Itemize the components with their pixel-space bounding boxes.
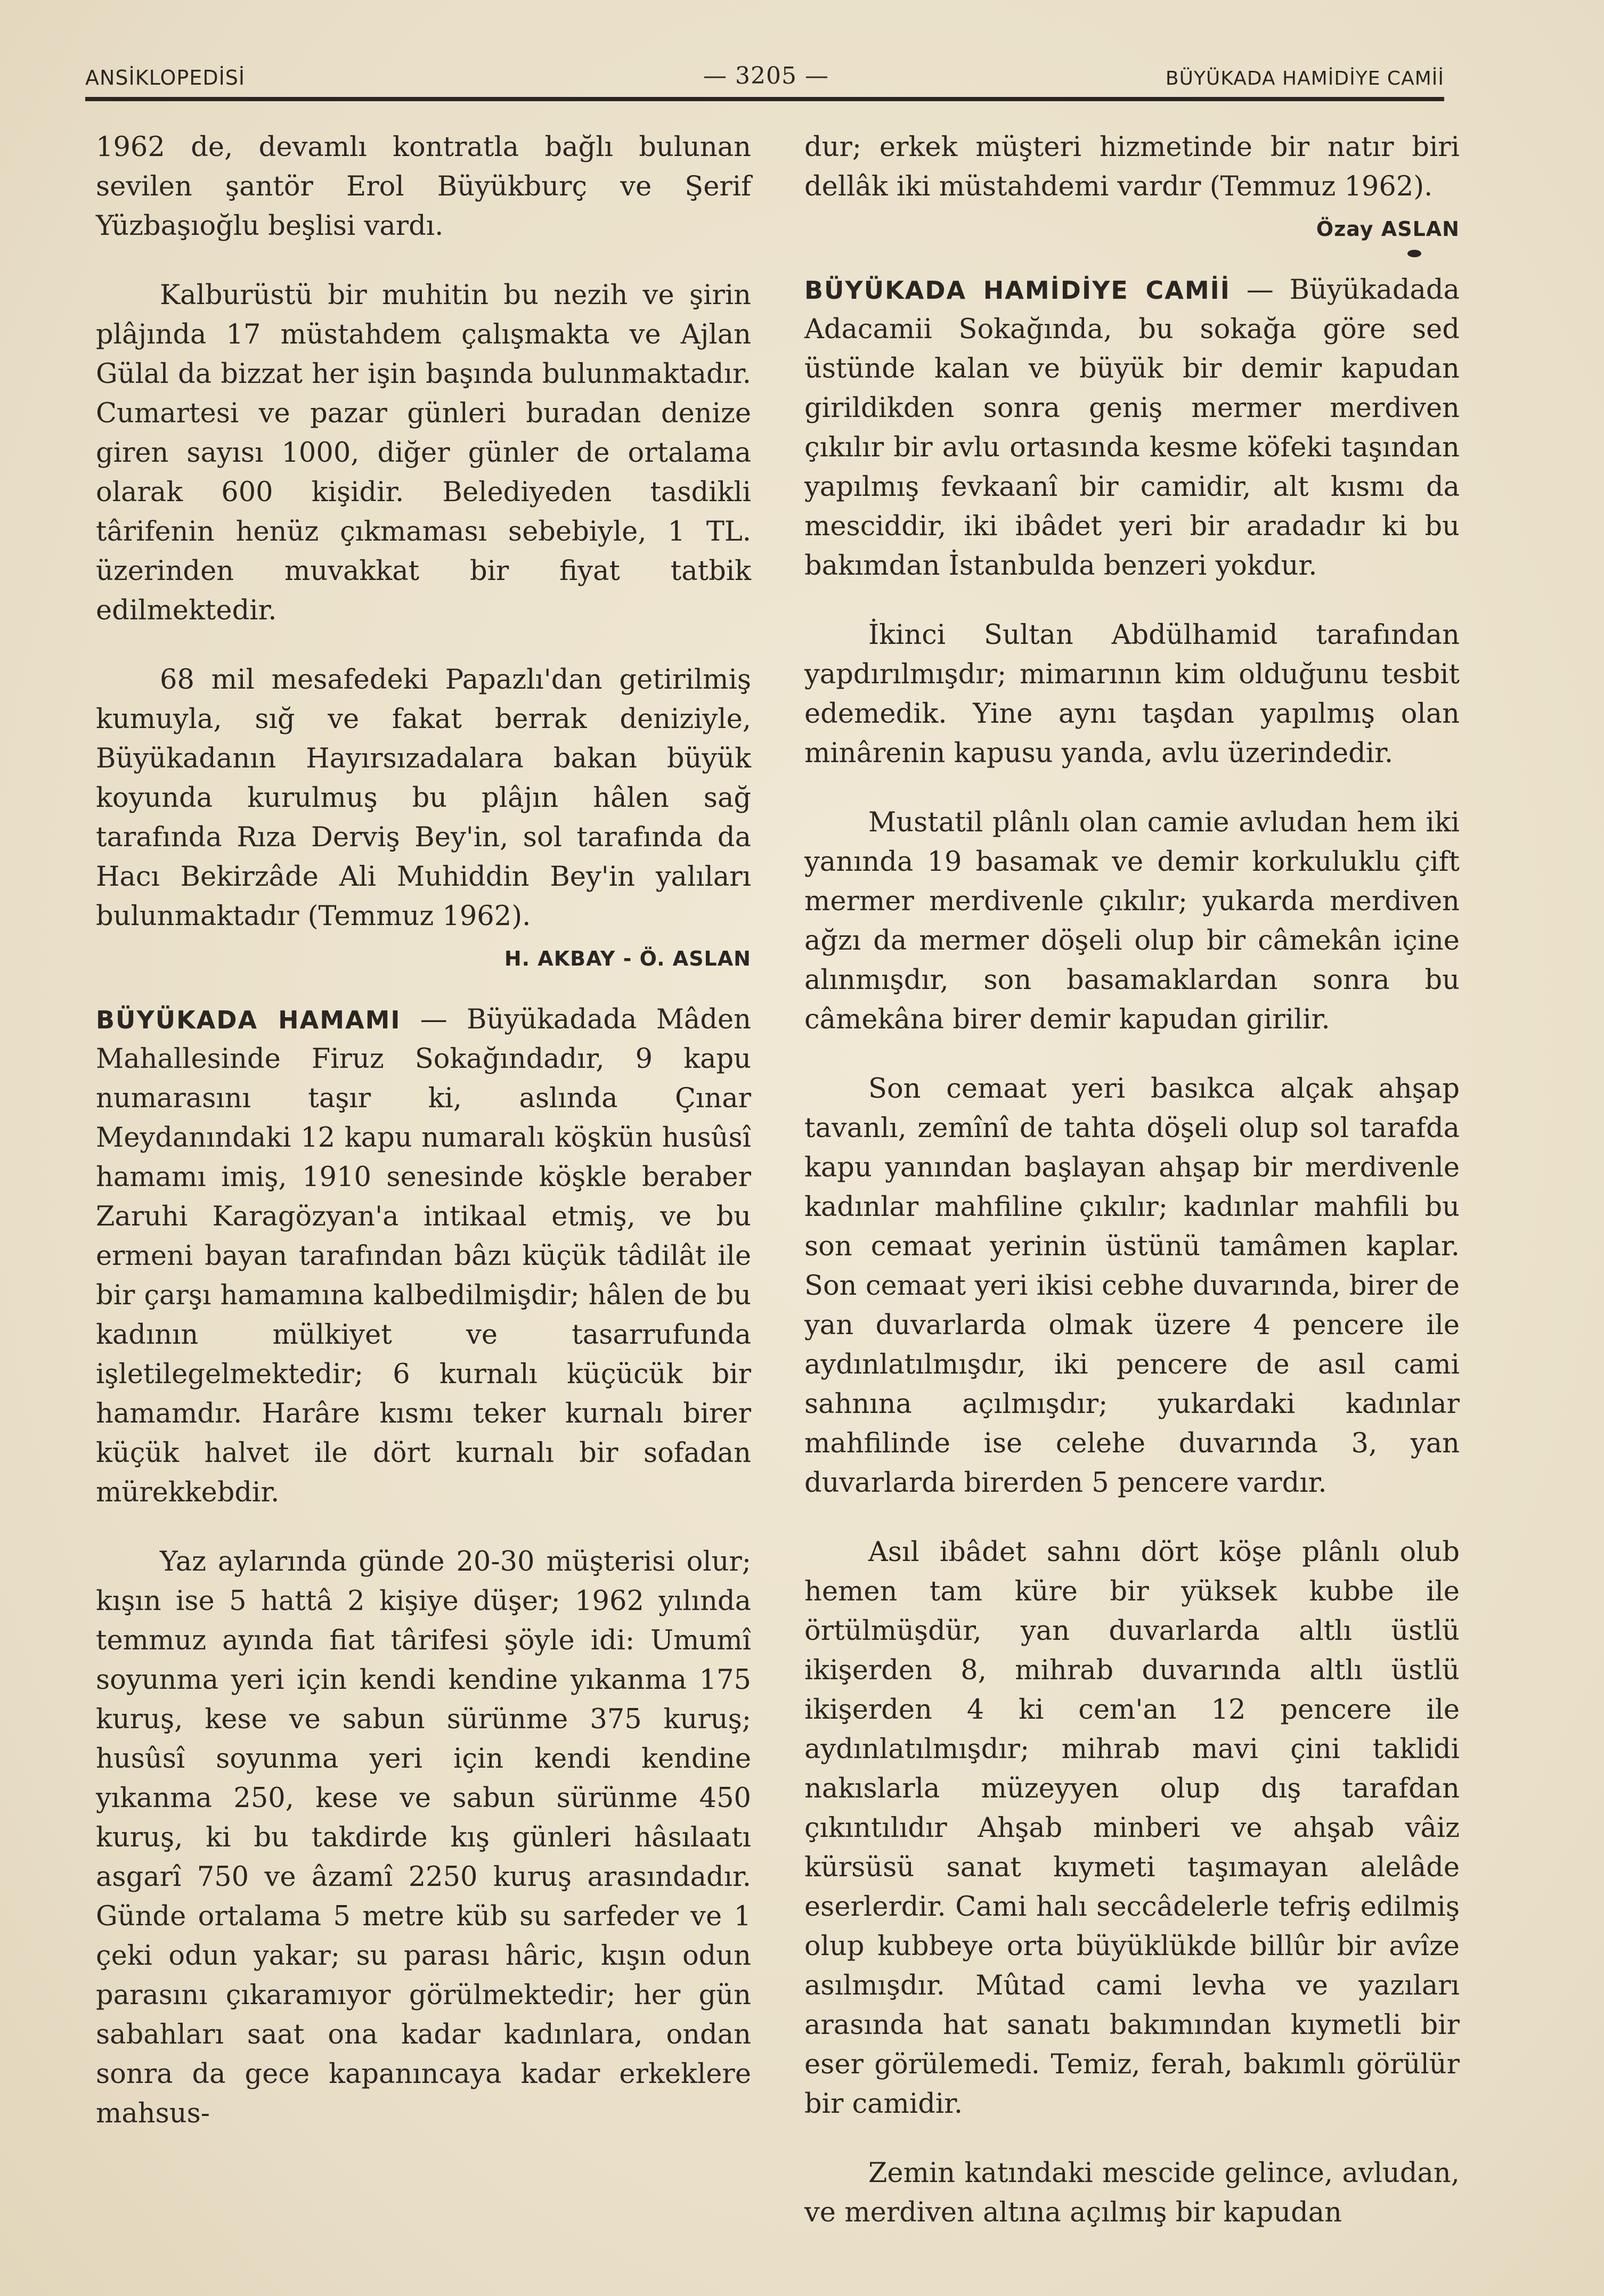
running-head-left: ANSİKLOPEDİSİ bbox=[85, 66, 246, 89]
right-column bbox=[804, 128, 1460, 2262]
author-signature: Özay ASLAN bbox=[1316, 217, 1460, 241]
paragraph: 68 mil mesafedeki Papazlı'dan getirilmiş kumuyla, sığ ve fakat berrak deniziyle, Büyükadanın Hayırsızadalara bakan büyük koyunda kurulmuş bu plâjın hâlen sağ tarafında Rıza Derviş Bey'in, sol tarafında da Hacı Bekirzâde Ali Muhiddin Bey'in yalıları bulunmaktadır (Temmuz 1962). bbox=[96, 664, 751, 932]
paragraph: Yaz aylarında günde 20-30 müşterisi olur; kışın ise 5 hattâ 2 kişiye düşer; 1962 yılında temmuz ayında fiat târifesi şöyle idi: Umumî soyunma yeri için kendi kendine yıkanma 175 kuruş, kese ve sabun sürünme 375 kuruş; husûsî soyunma yeri için kendi kendine yıkanma 250, kese ve sabun sürünme 450 kuruş, ki bu takdirde kış günleri hâsılaatı asgarî 750 ve âzamî 2250 kuruş arasındadır. Günde ortalama 5 metre küb su sarfeder ve 1 çeki odun yakar; su parası hâric, kışın odun parasını çıkaramıyor görülmektedir; her gün sabahları saat ona kadar kadınlara, ondan sonra da gece kapanıncaya kadar erkeklere mahsus- bbox=[96, 1546, 751, 2129]
paragraph: Zemin katındaki mescide gelince, avludan, ve merdiven altına açılmış bir kapudan bbox=[804, 2158, 1460, 2228]
ink-dot-icon bbox=[1407, 250, 1421, 257]
separator-mark bbox=[804, 249, 1460, 271]
entry-hamam bbox=[96, 1000, 751, 1513]
entry-text: — Büyükadada Adacamii Sokağında, bu sokağa göre sed üstünde kalan ve büyük bir demir kapudan girildikden sonra geniş mermer merdiven çıkılır bir avlu ortasında kesme köfeki taşından yapılmış fevkaanî bir camidir, alt kısmı da mesciddir, iki ibâdet yeri bir aradadır ki bu bakımdan İstanbulda benzeri yokdur. bbox=[804, 274, 1460, 582]
entry-title: BÜYÜKADA HAMİDİYE CAMİİ bbox=[804, 276, 1231, 305]
running-head-right: BÜYÜKADA HAMİDİYE CAMİİ bbox=[1165, 68, 1444, 89]
header-rule bbox=[85, 97, 1444, 101]
entry-cami bbox=[804, 271, 1460, 586]
page-header bbox=[85, 53, 1444, 96]
paragraph: Asıl ibâdet sahnı dört köşe plânlı olub hemen tam küre bir yüksek kubbe ile örtülmüşdür, yan duvarlarda altlı üstlü ikişerden 8, mihrab duvarında altlı üstlü ikişerden 4 ki cem'an 12 pencere ile aydınlatılmışdır; mihrab mavi çini taklidi nakıslarla müzeyyen olup dış tarafdan çıkıntılıdır Ahşab minberi ve ahşab vâiz kürsüsü sanat kıymeti taşımayan alelâde eserlerdir. Cami halı seccâdelerle tefriş edilmiş olup kubbeye orta büyüklükde billûr bir avîze asılmışdır. Mûtad cami levha ve yazıları arasında hat sanatı bakımından kıymetli bir eser görülemedi. Temiz, ferah, bakımlı görülür bir camidir. bbox=[804, 1537, 1460, 2120]
paragraph: 1962 de, devamlı kontratla bağlı bulunan sevilen şantör Erol Büyükburç ve Şerif Yüzbaşıoğlu beşlisi vardı. bbox=[96, 132, 751, 242]
paragraph: dur; erkek müşteri hizmetinde bir natır biri dellâk iki müstahdemi vardır (Temmuz 1962). bbox=[804, 132, 1460, 202]
author-signature: H. AKBAY - Ö. ASLAN bbox=[504, 947, 751, 970]
paragraph: Son cemaat yeri basıkca alçak ahşap tavanlı, zemînî de tahta döşeli olup sol tarafda kapu yanından başlayan ahşap bir merdivenle kadınlar mahfiline çıkılır; kadınlar mahfili bu son cemaat yerinin üstünü tamâmen kaplar. Son cemaat yeri ikisi cebhe duvarında, birer de yan duvarlarda olmak üzere 4 pencere ile aydınlatılmışdır, iki pencere de asıl cami sahnına açılmışdır; yukardaki kadınlar mahfilinde ise celehe duvarında 3, yan duvarlarda birerden 5 pencere vardır. bbox=[804, 1073, 1460, 1499]
entry-text: — Büyükadada Mâden Mahallesinde Firuz Sokağındadır, 9 kapu numarasını taşır ki, aslında Çınar Meydanındaki 12 kapu numaralı köşkün husûsî hamamı imiş, 1910 senesinde köşkle beraber Zaruhi Karagözyan'a intikaal etmiş, ve bu ermeni bayan tarafından bâzı küçük tâdilât ile bir çarşı hamamına kalbedilmişdir; hâlen de bu kadının mülkiyet ve tasarrufunda işletilegelmektedir; 6 kurnalı küçücük bir hamamdır. Harâre kısmı teker kurnalı birer küçük halvet ile dört kurnalı bir sofadan mürekkebdir. bbox=[96, 1004, 751, 1508]
paragraph: Kalburüstü bir muhitin bu nezih ve şirin plâjında 17 müstahdem çalışmakta ve Ajlan Gülal da bizzat her işin başında bulunmaktadır. Cumartesi ve pazar günleri buradan denize giren sayısı 1000, diğer günler de ortalama olarak 600 kişidir. Belediyeden tasdikli târifenin henüz çıkmaması sebebiyle, 1 TL. üzerinden muvakkat bir fiyat tatbik edilmektedir. bbox=[96, 280, 751, 626]
paragraph: Mustatil plânlı olan camie avludan hem iki yanında 19 basamak ve demir korkuluklu çift mermer merdivenle çıkılır; yukarda merdiven ağzı da mermer döşeli olup bir câmekân içine alınmışdır, son basamaklardan sonra bu câmekâna birer demir kapudan girilir. bbox=[804, 807, 1460, 1035]
page-number: — 3205 — bbox=[703, 62, 829, 89]
paragraph: İkinci Sultan Abdülhamid tarafından yapdırılmışdır; mimarının kim olduğunu tesbit edemedik. Yine aynı taşdan yapılmış olan minârenin kapusu yanda, avlu üzerindedir. bbox=[804, 619, 1460, 769]
entry-title: BÜYÜKADA HAMAMI bbox=[96, 1006, 401, 1034]
left-column bbox=[96, 128, 751, 2163]
